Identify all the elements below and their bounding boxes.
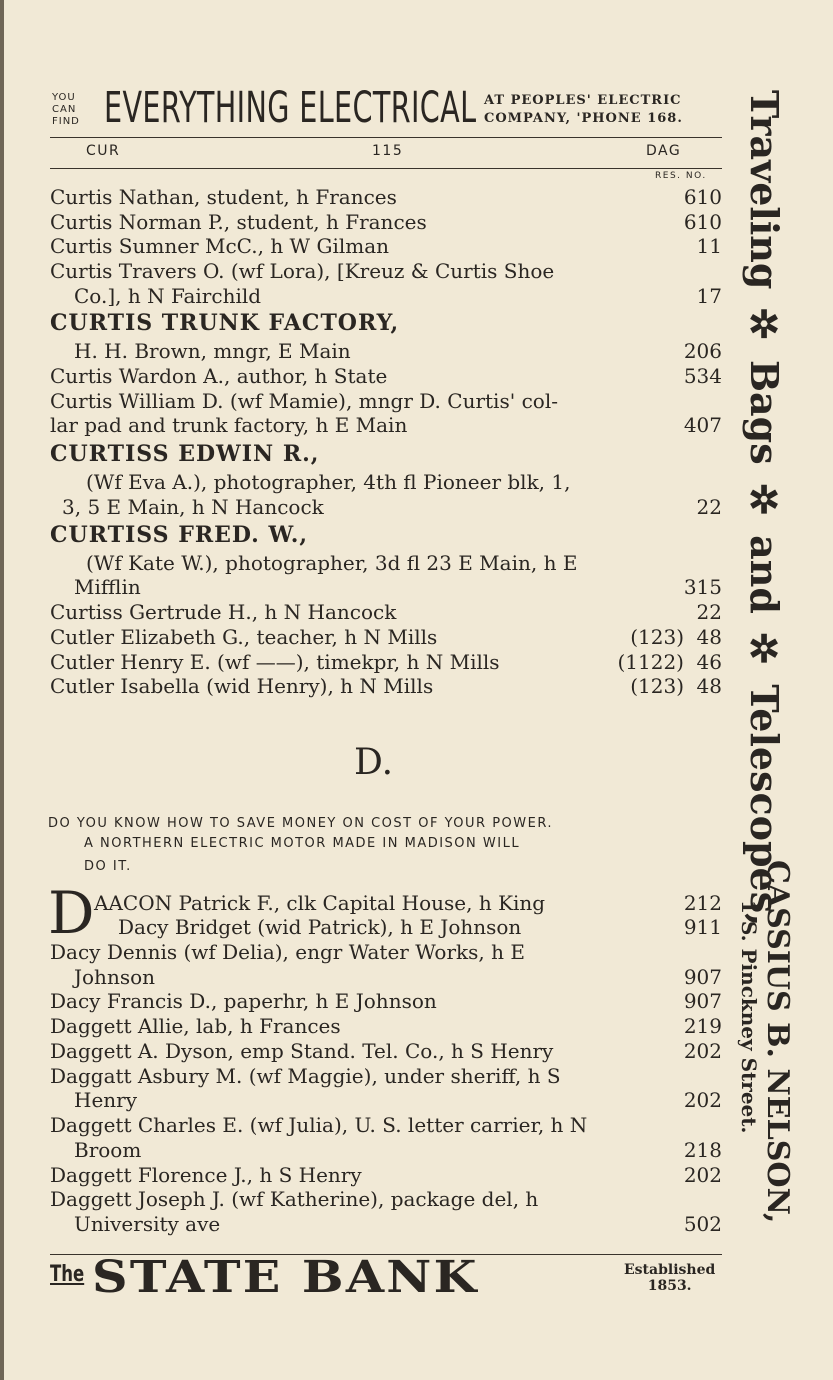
directory-entry-continued: Johnson 907: [74, 965, 722, 989]
directory-entry: Cutler Elizabeth G., teacher, h N Mills (123) 48: [50, 625, 722, 649]
footer-the: The: [50, 1262, 85, 1287]
directory-entry-continued: Henry 202: [74, 1088, 722, 1112]
directory-entry-continued: University ave 502: [74, 1212, 722, 1236]
notice-line: DO IT.: [84, 859, 132, 874]
directory-entry: Daggett Florence J., h S Henry 202: [50, 1163, 722, 1187]
directory-entry-bold: CURTISS FRED. W.,: [50, 522, 309, 548]
side-ad-luggage: Traveling ✲ Bags ✲ and ✲ Telescopes,: [742, 90, 787, 927]
directory-entry-continued: lar pad and trunk factory, h E Main 407: [50, 413, 722, 437]
header-small-text: YOU CAN FIND: [52, 92, 80, 127]
directory-entry: Daggett A. Dyson, emp Stand. Tel. Co., h S Henry 202: [50, 1039, 722, 1063]
directory-entry-bold: CURTIS TRUNK FACTORY,: [50, 310, 400, 336]
res-no-label: RES. NO.: [655, 171, 707, 181]
running-head-rule: [50, 168, 722, 169]
directory-entry: AACON Patrick F., clk Capital House, h King 212: [94, 891, 722, 915]
directory-entry-bold: CURTISS EDWIN R.,: [50, 441, 320, 467]
running-head-right: DAG: [646, 143, 682, 159]
notice-line: A NORTHERN ELECTRIC MOTOR MADE IN MADISON WILL: [84, 836, 521, 851]
side-ad-address: 1 S. Pinckney Street.: [737, 900, 761, 1134]
directory-entry-continued: H. H. Brown, mngr, E Main 206: [74, 339, 722, 363]
header-rule: [50, 137, 722, 138]
side-ad-merchant: CASSIUS B. NELSON,: [760, 860, 795, 1224]
directory-entry: Dacy Francis D., paperhr, h E Johnson 907: [50, 989, 722, 1013]
directory-entry-continued: Co.], h N Fairchild 17: [74, 284, 722, 308]
header-main-text: EVERYTHING ELECTRICAL: [104, 83, 477, 133]
directory-entry: Dacy Bridget (wid Patrick), h E Johnson 911: [118, 915, 722, 939]
footer-bank-name: STATE BANK: [92, 1252, 479, 1303]
page-number: 115: [372, 143, 404, 159]
directory-entry: Curtiss Gertrude H., h N Hancock 22: [50, 600, 722, 624]
running-head-left: CUR: [86, 143, 121, 159]
directory-entry: Cutler Isabella (wid Henry), h N Mills (123) 48: [50, 674, 722, 698]
directory-entry-continued: Mifflin 315: [74, 575, 722, 599]
directory-entry: Curtis Norman P., student, h Frances 610: [50, 210, 722, 234]
directory-entry: Cutler Henry E. (wf ——), timekpr, h N Mills (1122) 46: [50, 650, 722, 674]
directory-entry: Daggett Allie, lab, h Frances 219: [50, 1014, 722, 1038]
directory-entry: Curtis Wardon A., author, h State 534: [50, 364, 722, 388]
directory-entry-continued: (Wf Eva A.), photographer, 4th fl Pioneer blk, 1,: [86, 470, 571, 494]
drop-cap: D: [48, 879, 95, 947]
directory-entry: Daggett Charles E. (wf Julia), U. S. letter carrier, h N: [50, 1113, 588, 1137]
directory-entry: Curtis William D. (wf Mamie), mngr D. Curtis' col-: [50, 389, 558, 413]
directory-entry: Daggett Joseph J. (wf Katherine), package del, h: [50, 1187, 539, 1211]
directory-entry-continued: 3, 5 E Main, h N Hancock 22: [62, 495, 722, 519]
section-letter: D.: [354, 742, 394, 783]
directory-entry-continued: (Wf Kate W.), photographer, 3d fl 23 E Main, h E: [86, 551, 578, 575]
directory-entry: Daggatt Asbury M. (wf Maggie), under sheriff, h S: [50, 1064, 561, 1088]
header-right-text: AT PEOPLES' ELECTRIC COMPANY, 'PHONE 168.: [484, 93, 683, 126]
page-edge: [0, 0, 4, 1380]
directory-entry: Dacy Dennis (wf Delia), engr Water Works, h E: [50, 940, 525, 964]
directory-entry: Curtis Nathan, student, h Frances 610: [50, 185, 722, 209]
footer-established: Established 1853.: [624, 1262, 716, 1294]
directory-entry-continued: Broom 218: [74, 1138, 722, 1162]
directory-entry: Curtis Sumner McC., h W Gilman 11: [50, 234, 722, 258]
directory-entry: Curtis Travers O. (wf Lora), [Kreuz & Curtis Shoe: [50, 259, 555, 283]
notice-line: DO YOU KNOW HOW TO SAVE MONEY ON COST OF YOUR POWER.: [48, 816, 554, 831]
